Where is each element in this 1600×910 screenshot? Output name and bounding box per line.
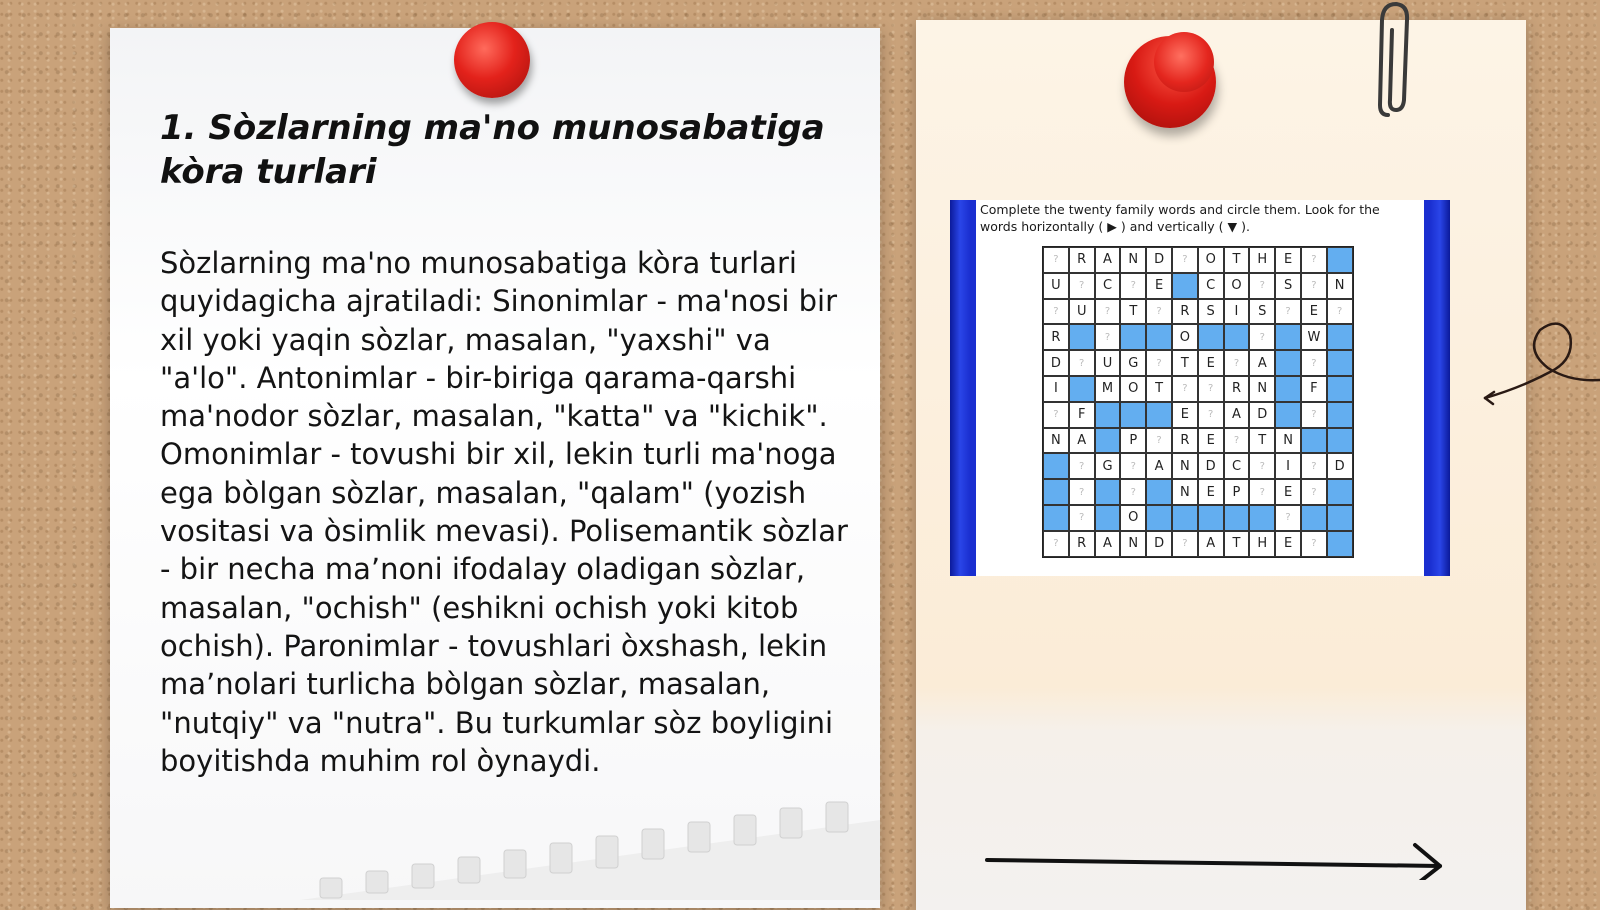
grid-cell <box>1198 324 1224 350</box>
grid-cell <box>1275 324 1301 350</box>
grid-cell <box>1327 479 1353 505</box>
slide-body-text: Sòzlarning ma'no munosabatiga kòra turlari quyidagicha ajratiladi: Sinonimlar - ma'nosi bir xil yoki yaqin sòzlar, masalan, "yaxshi" va "a'lo". Antonimlar - bir-biriga qarama-qarshi ma'nodor sòzlar, masalan, "katta" va "kichik". Omonimlar - tovushi bir xil, lekin turli ma'noga ega bòlgan sòzlar, masalan, "qalam" (yozish vositasi va òsimlik mevasi). Polisemantik sòzlar - bir necha ma’noni ifodalay oladigan sòzlar, masalan, "ochish" (eshikni ochish yoki kitob ochish). Paronimlar - tovushlari òxshash, lekin ma’nolari turlicha bòlgan sòzlar, masalan, "nutqiy" va "nutra". Bu turkumlar sòz boyligini boyitishda muhim rol òynaydi. <box>160 246 848 778</box>
grid-cell <box>1327 531 1353 557</box>
grid-cell: ? <box>1043 531 1069 557</box>
grid-cell: ? <box>1120 273 1146 299</box>
grid-cell: O <box>1198 247 1224 273</box>
grid-cell: ? <box>1275 299 1301 325</box>
grid-cell: D <box>1249 402 1275 428</box>
grid-cell: O <box>1172 324 1198 350</box>
grid-cell: N <box>1275 428 1301 454</box>
grid-cell: ? <box>1069 453 1095 479</box>
grid-cell: T <box>1224 247 1250 273</box>
grid-cell: S <box>1198 299 1224 325</box>
grid-cell: ? <box>1301 273 1327 299</box>
grid-cell: U <box>1095 350 1121 376</box>
grid-cell: R <box>1043 324 1069 350</box>
grid-cell: ? <box>1249 479 1275 505</box>
grid-cell: E <box>1275 531 1301 557</box>
grid-cell: ? <box>1249 273 1275 299</box>
grid-cell: R <box>1069 531 1095 557</box>
grid-cell: ? <box>1069 479 1095 505</box>
grid-cell <box>1172 273 1198 299</box>
grid-cell: N <box>1249 376 1275 402</box>
grid-cell: I <box>1224 299 1250 325</box>
grid-cell: ? <box>1224 428 1250 454</box>
grid-cell: I <box>1275 453 1301 479</box>
slide-title: 1. Sòzlarning ma'no munosabatiga kòra turlari <box>160 108 825 192</box>
grid-cell: D <box>1327 453 1353 479</box>
grid-cell: ? <box>1146 299 1172 325</box>
grid-cell <box>1043 479 1069 505</box>
grid-cell <box>1043 505 1069 531</box>
grid-cell: S <box>1275 273 1301 299</box>
grid-cell: ? <box>1120 453 1146 479</box>
grid-cell: ? <box>1120 479 1146 505</box>
grid-cell: ? <box>1172 531 1198 557</box>
grid-cell: T <box>1249 428 1275 454</box>
grid-cell <box>1095 428 1121 454</box>
grid-cell <box>1095 402 1121 428</box>
grid-cell: E <box>1198 428 1224 454</box>
grid-cell: N <box>1327 273 1353 299</box>
grid-cell <box>1172 505 1198 531</box>
grid-cell: N <box>1043 428 1069 454</box>
grid-cell: A <box>1069 428 1095 454</box>
grid-cell: A <box>1249 350 1275 376</box>
grid-cell <box>1224 324 1250 350</box>
grid-cell: A <box>1224 402 1250 428</box>
grid-cell: G <box>1120 350 1146 376</box>
grid-cell: ? <box>1327 299 1353 325</box>
grid-cell: ? <box>1198 376 1224 402</box>
grid-cell: C <box>1224 453 1250 479</box>
grid-cell: R <box>1069 247 1095 273</box>
grid-cell: ? <box>1043 247 1069 273</box>
push-pin-icon <box>1124 36 1216 128</box>
grid-cell: T <box>1146 376 1172 402</box>
grid-cell: A <box>1198 531 1224 557</box>
grid-cell <box>1043 453 1069 479</box>
puzzle-instructions: Complete the twenty family words and circle them. Look for the words horizontally ( ▶ ) and vertically ( ▼ ). <box>980 202 1380 234</box>
grid-cell: H <box>1249 531 1275 557</box>
grid-cell: ? <box>1043 299 1069 325</box>
grid-cell: ? <box>1249 324 1275 350</box>
grid-cell: ? <box>1275 505 1301 531</box>
grid-cell <box>1146 402 1172 428</box>
grid-cell <box>1327 324 1353 350</box>
grid-cell <box>1301 428 1327 454</box>
grid-cell: C <box>1198 273 1224 299</box>
grid-cell: E <box>1301 299 1327 325</box>
grid-cell: D <box>1198 453 1224 479</box>
grid-cell: T <box>1172 350 1198 376</box>
grid-cell: ? <box>1301 479 1327 505</box>
grid-cell <box>1327 247 1353 273</box>
grid-cell: W <box>1301 324 1327 350</box>
push-pin-icon <box>454 22 530 98</box>
torn-notebook-edge <box>300 800 880 900</box>
grid-cell: E <box>1198 350 1224 376</box>
grid-cell: U <box>1043 273 1069 299</box>
grid-cell: ? <box>1172 247 1198 273</box>
grid-cell: E <box>1275 479 1301 505</box>
grid-cell: P <box>1120 428 1146 454</box>
grid-cell: ? <box>1249 453 1275 479</box>
grid-cell: ? <box>1301 531 1327 557</box>
grid-cell: E <box>1275 247 1301 273</box>
grid-cell: U <box>1069 299 1095 325</box>
grid-cell: I <box>1043 376 1069 402</box>
grid-cell: ? <box>1146 350 1172 376</box>
grid-cell: N <box>1120 247 1146 273</box>
grid-cell <box>1069 376 1095 402</box>
grid-cell: ? <box>1301 453 1327 479</box>
crossword-grid <box>1042 246 1354 558</box>
paper-clip-icon <box>1370 0 1420 130</box>
arrow-right-icon <box>985 840 1445 880</box>
grid-cell: A <box>1146 453 1172 479</box>
grid-cell: R <box>1172 428 1198 454</box>
grid-cell: D <box>1043 350 1069 376</box>
grid-cell: N <box>1172 453 1198 479</box>
grid-cell: S <box>1249 299 1275 325</box>
grid-cell: ? <box>1095 324 1121 350</box>
grid-cell: E <box>1198 479 1224 505</box>
grid-cell <box>1327 505 1353 531</box>
puzzle-sheet <box>976 200 1424 576</box>
grid-cell: T <box>1120 299 1146 325</box>
grid-cell <box>1327 428 1353 454</box>
string-loop-decoration <box>1480 310 1600 410</box>
grid-cell: N <box>1172 479 1198 505</box>
grid-cell: M <box>1095 376 1121 402</box>
grid-cell: ? <box>1172 376 1198 402</box>
grid-cell: E <box>1146 273 1172 299</box>
grid-cell <box>1146 505 1172 531</box>
grid-cell <box>1146 324 1172 350</box>
grid-cell <box>1198 505 1224 531</box>
grid-cell <box>1275 350 1301 376</box>
grid-cell: ? <box>1224 350 1250 376</box>
grid-cell: O <box>1120 376 1146 402</box>
grid-cell: ? <box>1069 350 1095 376</box>
grid-cell: E <box>1172 402 1198 428</box>
grid-cell: A <box>1095 247 1121 273</box>
grid-cell: ? <box>1146 428 1172 454</box>
grid-cell: ? <box>1095 299 1121 325</box>
grid-cell: H <box>1249 247 1275 273</box>
grid-cell <box>1301 505 1327 531</box>
grid-cell <box>1249 505 1275 531</box>
crossword-puzzle-image <box>950 200 1450 576</box>
grid-cell: D <box>1146 531 1172 557</box>
grid-cell: R <box>1224 376 1250 402</box>
grid-cell: D <box>1146 247 1172 273</box>
grid-cell <box>1095 505 1121 531</box>
grid-cell: ? <box>1043 402 1069 428</box>
grid-cell: N <box>1120 531 1146 557</box>
grid-cell: P <box>1224 479 1250 505</box>
grid-cell: ? <box>1301 402 1327 428</box>
grid-cell: T <box>1224 531 1250 557</box>
grid-cell: ? <box>1069 273 1095 299</box>
grid-cell <box>1224 505 1250 531</box>
grid-cell: ? <box>1069 505 1095 531</box>
grid-cell <box>1327 376 1353 402</box>
grid-cell: O <box>1224 273 1250 299</box>
grid-cell: F <box>1069 402 1095 428</box>
grid-cell <box>1275 402 1301 428</box>
grid-cell: O <box>1120 505 1146 531</box>
grid-cell <box>1327 402 1353 428</box>
grid-cell <box>1120 402 1146 428</box>
grid-cell: ? <box>1198 402 1224 428</box>
grid-cell: R <box>1172 299 1198 325</box>
grid-cell: G <box>1095 453 1121 479</box>
grid-cell: A <box>1095 531 1121 557</box>
grid-cell <box>1146 479 1172 505</box>
grid-cell <box>1275 376 1301 402</box>
grid-cell: F <box>1301 376 1327 402</box>
grid-cell <box>1095 479 1121 505</box>
grid-cell: ? <box>1301 247 1327 273</box>
grid-cell: C <box>1095 273 1121 299</box>
grid-cell <box>1327 350 1353 376</box>
grid-cell <box>1069 324 1095 350</box>
grid-cell: ? <box>1301 350 1327 376</box>
grid-cell <box>1120 324 1146 350</box>
